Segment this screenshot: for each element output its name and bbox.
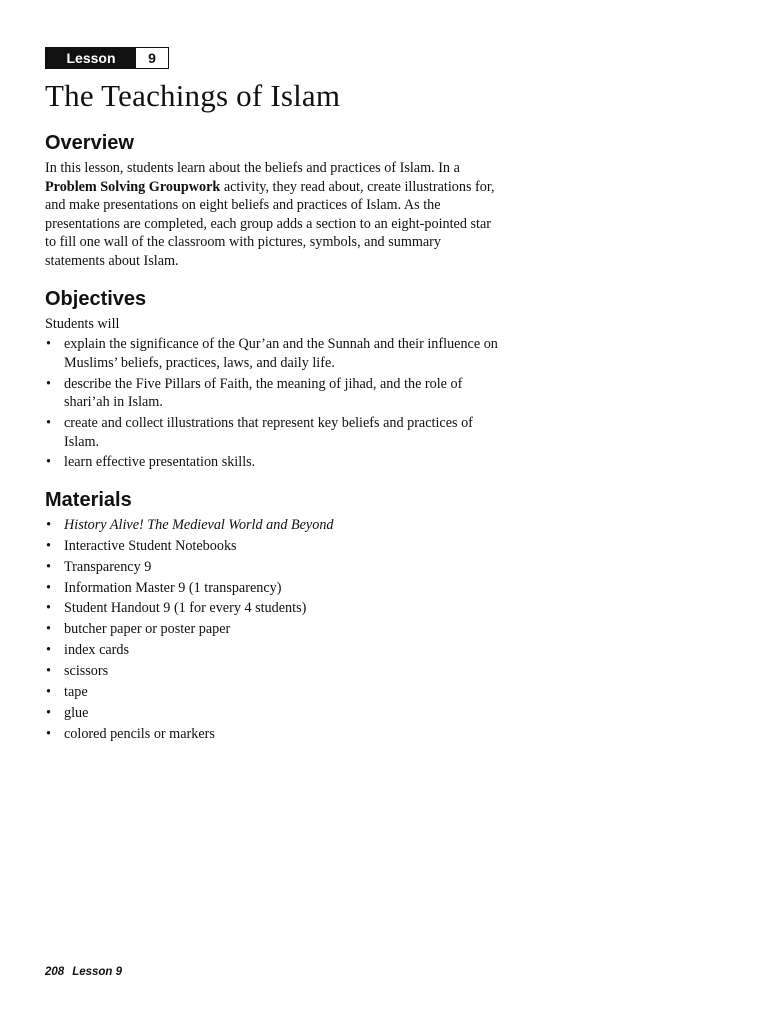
material-item: • Student Handout 9 (1 for every 4 students) xyxy=(45,599,500,618)
objectives-section xyxy=(45,288,500,472)
material-item: • Information Master 9 (1 transparency) xyxy=(45,579,500,598)
footer-lesson: Lesson 9 xyxy=(72,966,123,978)
objective-item: • describe the Five Pillars of Faith, the meaning of jihad, and the role of shari’ah in Islam. xyxy=(45,375,500,412)
overview-paragraph xyxy=(45,159,500,271)
lesson-label: Lesson xyxy=(46,48,136,68)
objectives-heading: Objectives xyxy=(45,287,147,310)
page-number: 208 xyxy=(45,966,65,978)
materials-heading: Materials xyxy=(45,488,132,511)
objectives-lead: Students will xyxy=(45,315,120,332)
material-item: • colored pencils or markers xyxy=(45,725,500,744)
material-item: • scissors xyxy=(45,662,500,681)
material-item: • History Alive! The Medieval World and Beyond xyxy=(45,516,500,535)
overview-text-after: activity, they read about, create illustrations for, and make presentations on eight beliefs and practices of Islam. As the presentations are completed, each group adds a section to an eight-pointed star to fill one wall of the classroom with pictures, symbols, and summary statements about Islam. xyxy=(45,178,495,269)
objective-item: • explain the significance of the Qur’an and the Sunnah and their influence on Muslims’ beliefs, practices, laws, and daily life. xyxy=(45,335,500,372)
overview-section xyxy=(45,132,500,271)
material-item: • butcher paper or poster paper xyxy=(45,620,500,639)
material-item: • Interactive Student Notebooks xyxy=(45,537,500,556)
material-item: • index cards xyxy=(45,641,500,660)
lesson-content xyxy=(45,132,500,760)
material-item: • glue xyxy=(45,704,500,723)
lesson-tag xyxy=(45,47,169,69)
overview-bold-term: Problem Solving Groupwork xyxy=(45,178,221,195)
materials-list xyxy=(45,516,500,744)
materials-section xyxy=(45,489,500,744)
material-item: • Transparency 9 xyxy=(45,558,500,577)
page-footer xyxy=(45,966,122,978)
overview-text-before: In this lesson, students learn about the beliefs and practices of Islam. In a xyxy=(45,160,460,176)
objective-item: • create and collect illustrations that represent key beliefs and practices of Islam. xyxy=(45,414,500,451)
objective-item: • learn effective presentation skills. xyxy=(45,453,500,472)
objectives-list xyxy=(45,335,500,472)
material-item: • tape xyxy=(45,683,500,702)
overview-heading: Overview xyxy=(45,132,134,154)
page-title: The Teachings of Islam xyxy=(45,78,341,113)
lesson-number: 9 xyxy=(148,50,156,66)
